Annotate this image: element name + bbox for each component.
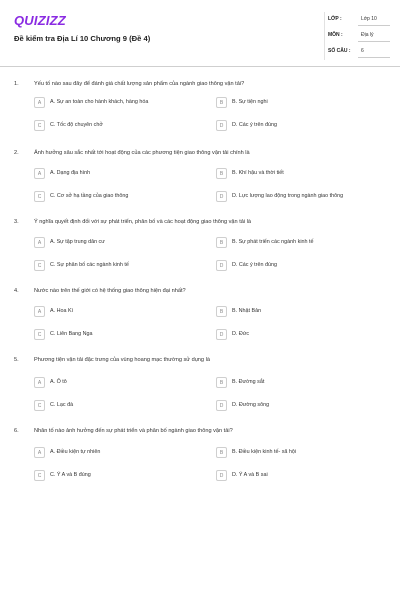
option-letter-box: C [34,260,45,271]
page-title: Đề kiểm tra Địa Lí 10 Chương 9 (Đề 4) [14,34,151,43]
option-letter-box: D [216,191,227,202]
option-letter-box: B [216,237,227,248]
question-number: 1. [14,81,19,87]
meta-row-count [324,44,390,60]
meta-value: Địa lý [361,32,374,38]
question-6 [0,428,400,488]
option-letter-box: C [34,120,45,131]
question-number: 3. [14,219,19,225]
meta-row-class [324,12,390,28]
option-letter-box: B [216,377,227,388]
option-c[interactable] [34,400,204,413]
question-4 [0,288,400,348]
option-d[interactable] [216,120,386,133]
question-text: Ảnh hưởng sâu sắc nhất tới hoạt động của các phương tiện giao thông vận tải chính là [34,150,250,156]
question-3 [0,219,400,279]
option-b[interactable] [216,237,386,250]
option-letter-box: A [34,168,45,179]
option-letter-box: B [216,306,227,317]
question-number: 6. [14,428,19,434]
question-text: Ý nghĩa quyết định đối với sự phát triển, phân bố và các hoạt động giao thông vận tải là [34,219,252,225]
option-b[interactable] [216,168,386,181]
option-text: D. Ý A và B sai [232,472,268,478]
option-letter-box: A [34,447,45,458]
option-b[interactable] [216,306,386,319]
option-b[interactable] [216,447,386,460]
option-letter-box: D [216,120,227,131]
option-letter-box: A [34,237,45,248]
question-text: Nhân tố nào ảnh hưởng đến sự phát triển và phân bố ngành giao thông vận tải? [34,428,233,434]
option-text: A. Điều kiện tự nhiên [50,449,101,455]
question-1 [0,81,400,141]
option-b[interactable] [216,97,386,110]
option-b[interactable] [216,377,386,390]
meta-label: MÔN : [328,32,343,38]
question-number: 4. [14,288,19,294]
option-text: C. Sự phân bố các ngành kinh tế [50,262,129,268]
option-letter-box: C [34,400,45,411]
option-letter-box: C [34,329,45,340]
quizizz-logo: QUIZIZZ [14,13,66,28]
option-letter-box: C [34,470,45,481]
option-d[interactable] [216,191,386,204]
option-text: C. Lạc đà [50,402,74,408]
option-letter-box: A [34,306,45,317]
option-text: A. Sự an toàn cho hành khách, hàng hóa [50,99,149,105]
option-text: D. Các ý trên đúng [232,262,277,268]
option-text: D. Đường sông [232,402,270,408]
option-a[interactable] [34,306,204,319]
option-text: B. Nhật Bản [232,308,262,314]
question-number: 5. [14,357,19,363]
option-letter-box: A [34,377,45,388]
option-letter-box: B [216,97,227,108]
option-text: D. Đức [232,331,250,337]
option-text: B. Điều kiện kinh tế- xã hội [232,449,297,455]
meta-underline [358,41,390,42]
question-number: 2. [14,150,19,156]
meta-row-subject [324,28,390,44]
meta-label: SỐ CÂU : [328,48,351,54]
option-text: B. Khí hậu và thời tiết [232,170,284,176]
option-a[interactable] [34,447,204,460]
meta-underline [358,57,390,58]
header-divider [0,66,400,67]
option-a[interactable] [34,97,204,110]
question-5 [0,357,400,417]
option-d[interactable] [216,470,386,483]
meta-label: LỚP : [328,16,342,22]
option-c[interactable] [34,191,204,204]
question-text: Nước nào trên thế giới có hệ thống giao thông hiện đại nhất? [34,288,186,294]
option-d[interactable] [216,400,386,413]
option-letter-box: A [34,97,45,108]
meta-value: 6 [361,48,364,54]
option-text: B. Sự tiện nghi [232,99,268,105]
question-text: Yếu tố nào sau đây để đánh giá chất lượng sản phẩm của ngành giao thông vận tải? [34,81,245,87]
option-text: B. Sự phát triển các ngành kinh tế [232,239,314,245]
option-a[interactable] [34,237,204,250]
option-text: A. Sự tập trung dân cư [50,239,105,245]
question-text: Phương tiện vận tải đặc trưng của vùng hoang mạc thường sử dụng là [34,357,210,363]
option-c[interactable] [34,120,204,133]
option-text: D. Các ý trên đúng [232,122,277,128]
option-a[interactable] [34,377,204,390]
meta-underline [358,25,390,26]
option-text: C. Liên Bang Nga [50,331,93,337]
option-text: A. Ô tô [50,379,67,385]
meta-value: Lớp 10 [361,16,377,22]
option-letter-box: D [216,400,227,411]
option-a[interactable] [34,168,204,181]
option-text: C. Tốc độ chuyên chở [50,122,103,128]
option-c[interactable] [34,329,204,342]
option-c[interactable] [34,470,204,483]
option-text: C. Cơ sở hạ tầng của giao thông [50,193,129,199]
option-text: D. Lực lượng lao động trong ngành giao thông [232,193,344,199]
question-2 [0,150,400,210]
option-text: A. Hoa Kì [50,308,74,314]
option-d[interactable] [216,329,386,342]
option-letter-box: D [216,260,227,271]
option-c[interactable] [34,260,204,273]
option-letter-box: D [216,329,227,340]
option-letter-box: C [34,191,45,202]
meta-info [324,12,390,60]
option-letter-box: D [216,470,227,481]
option-text: A. Dạng địa hình [50,170,91,176]
option-d[interactable] [216,260,386,273]
option-letter-box: B [216,168,227,179]
option-letter-box: B [216,447,227,458]
option-text: C. Ý A và B đúng [50,472,91,478]
option-text: B. Đường sắt [232,379,265,385]
